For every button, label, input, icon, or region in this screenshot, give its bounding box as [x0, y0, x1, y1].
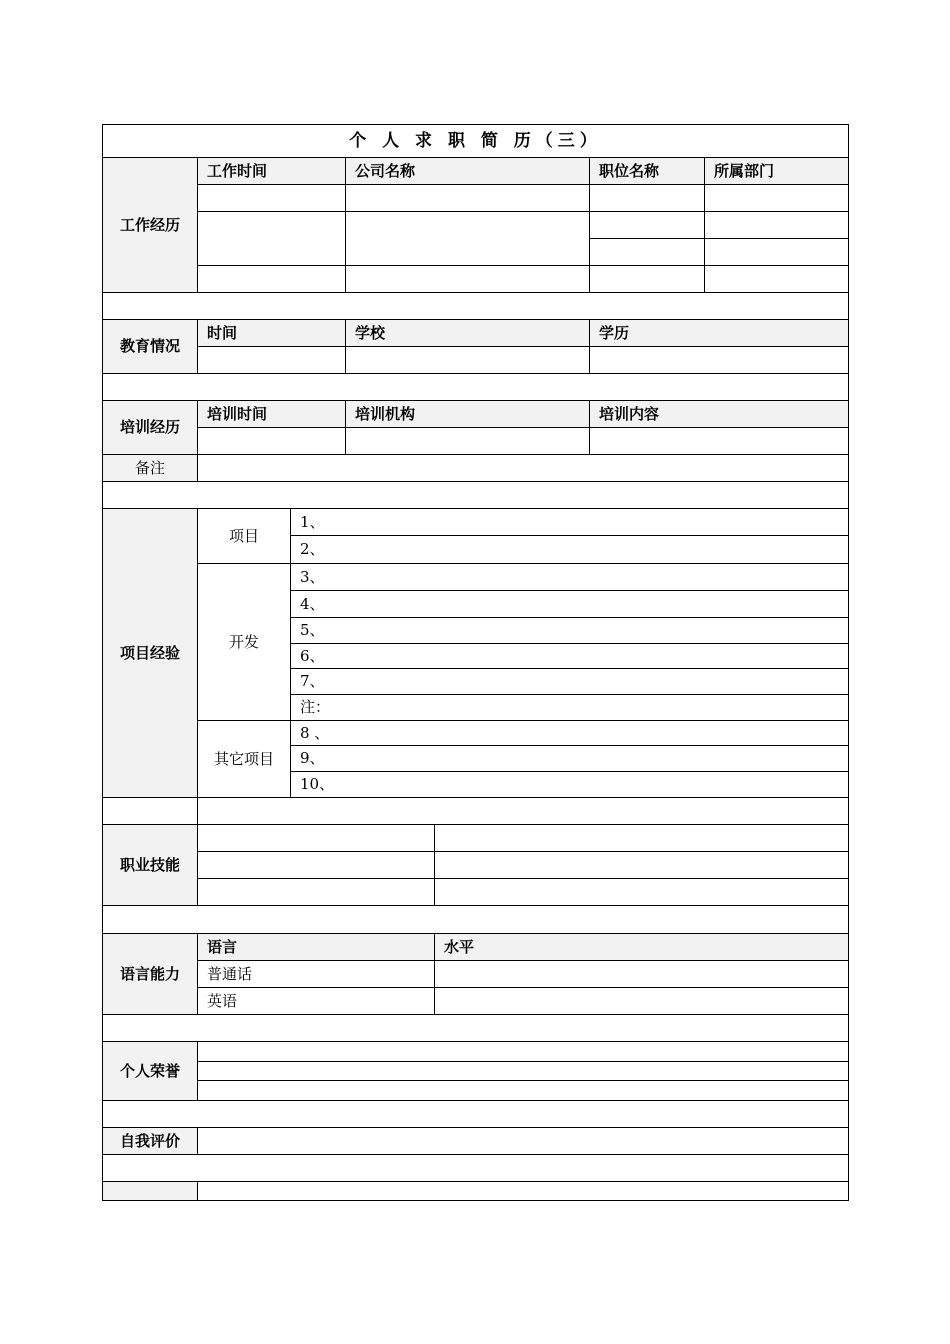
spacer-row — [102, 905, 848, 933]
work-department-cell[interactable] — [704, 265, 848, 292]
project-item[interactable]: 8 、 — [290, 720, 848, 745]
training-header-institution: 培训机构 — [345, 400, 589, 427]
training-time-cell[interactable] — [197, 427, 345, 454]
work-position-cell[interactable] — [589, 238, 704, 265]
work-company-cell[interactable] — [345, 211, 589, 265]
resume-table — [102, 124, 848, 1201]
project-item[interactable]: 9、 — [290, 745, 848, 771]
training-content-cell[interactable] — [589, 427, 848, 454]
spacer-cell — [102, 797, 197, 824]
work-header-position: 职位名称 — [589, 157, 704, 184]
project-item[interactable]: 5、 — [290, 617, 848, 643]
work-time-cell[interactable] — [197, 265, 345, 292]
project-group-label: 项目 — [197, 508, 290, 563]
honor-cell[interactable] — [197, 1061, 848, 1080]
training-section-label: 培训经历 — [102, 400, 197, 454]
table-border-right — [848, 124, 849, 1201]
language-level-cell[interactable] — [434, 987, 848, 1014]
spacer-row — [102, 292, 848, 319]
spacer-row — [102, 1014, 848, 1041]
education-header-school: 学校 — [345, 319, 589, 346]
language-header-level: 水平 — [434, 933, 848, 960]
work-time-cell[interactable] — [197, 211, 345, 265]
skill-cell[interactable] — [434, 824, 848, 851]
self-eval-cell[interactable] — [197, 1127, 848, 1154]
extra-cell[interactable] — [197, 1181, 848, 1201]
skill-cell[interactable] — [197, 878, 434, 905]
skill-cell[interactable] — [197, 851, 434, 878]
education-header-degree: 学历 — [589, 319, 848, 346]
language-level-cell[interactable] — [434, 960, 848, 987]
project-group-label: 开发 — [197, 563, 290, 720]
skill-cell[interactable] — [434, 878, 848, 905]
education-header-time: 时间 — [197, 319, 345, 346]
projects-section-label: 项目经验 — [102, 508, 197, 797]
skill-cell[interactable] — [434, 851, 848, 878]
project-item[interactable]: 3、 — [290, 563, 848, 590]
education-degree-cell[interactable] — [589, 346, 848, 373]
work-header-department: 所属部门 — [704, 157, 848, 184]
work-header-company: 公司名称 — [345, 157, 589, 184]
honor-cell[interactable] — [197, 1041, 848, 1061]
honor-cell[interactable] — [197, 1080, 848, 1100]
honors-section-label: 个人荣誉 — [102, 1041, 197, 1100]
spacer-row — [102, 481, 848, 508]
project-group-label: 其它项目 — [197, 720, 290, 797]
language-header-language: 语言 — [197, 933, 434, 960]
spacer-row — [102, 1100, 848, 1127]
extra-label-cell — [102, 1181, 197, 1201]
education-time-cell[interactable] — [197, 346, 345, 373]
education-school-cell[interactable] — [345, 346, 589, 373]
spacer-row — [102, 1154, 848, 1181]
skill-cell[interactable] — [197, 824, 434, 851]
training-header-content: 培训内容 — [589, 400, 848, 427]
education-section-label: 教育情况 — [102, 319, 197, 373]
resume-title: 个 人 求 职 简 历（三） — [102, 124, 848, 157]
work-header-time: 工作时间 — [197, 157, 345, 184]
work-company-cell[interactable] — [345, 184, 589, 211]
project-item[interactable]: 4、 — [290, 590, 848, 617]
training-header-time: 培训时间 — [197, 400, 345, 427]
project-item[interactable]: 1、 — [290, 508, 848, 535]
work-company-cell[interactable] — [345, 265, 589, 292]
training-note-cell[interactable] — [197, 454, 848, 481]
work-department-cell[interactable] — [704, 184, 848, 211]
work-position-cell[interactable] — [589, 211, 704, 238]
self-eval-section-label: 自我评价 — [102, 1127, 197, 1154]
work-department-cell[interactable] — [704, 238, 848, 265]
language-name-cell: 英语 — [197, 987, 434, 1014]
table-border-bottom — [102, 1200, 849, 1201]
training-note-label: 备注 — [102, 454, 197, 481]
language-section-label: 语言能力 — [102, 933, 197, 1014]
project-item[interactable]: 6、 — [290, 643, 848, 668]
language-name-cell: 普通话 — [197, 960, 434, 987]
spacer-row — [102, 373, 848, 400]
skills-section-label: 职业技能 — [102, 824, 197, 905]
project-note[interactable]: 注： — [290, 694, 848, 720]
work-position-cell[interactable] — [589, 184, 704, 211]
project-item[interactable]: 2、 — [290, 535, 848, 563]
spacer-cell — [197, 797, 848, 824]
work-section-label: 工作经历 — [102, 157, 197, 292]
work-time-cell[interactable] — [197, 184, 345, 211]
work-department-cell[interactable] — [704, 211, 848, 238]
training-institution-cell[interactable] — [345, 427, 589, 454]
project-item[interactable]: 7、 — [290, 668, 848, 694]
project-item[interactable]: 10、 — [290, 771, 848, 797]
work-position-cell[interactable] — [589, 265, 704, 292]
